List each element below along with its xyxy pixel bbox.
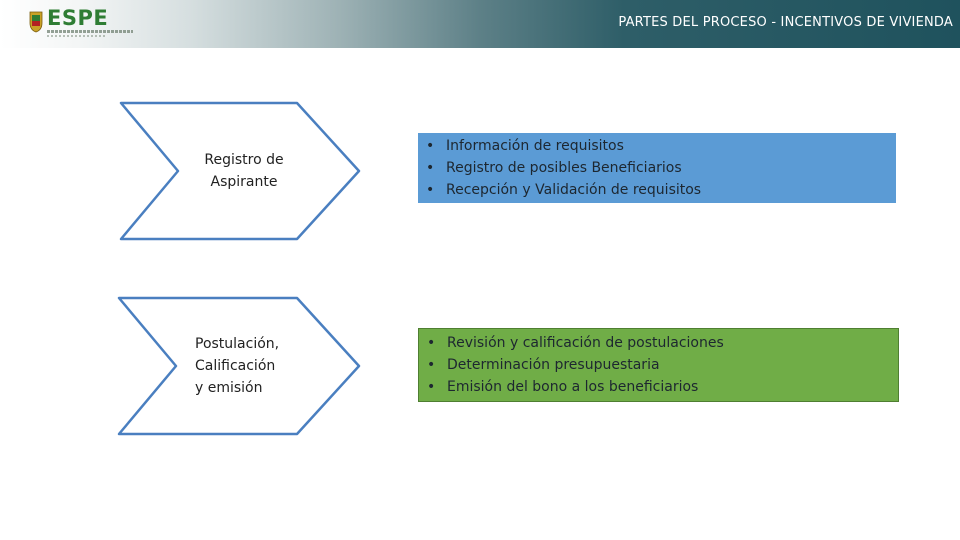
step-label-registro [196, 149, 292, 193]
university-seal-icon [28, 11, 44, 33]
detail-item: • Registro de posibles Beneficiarios [418, 157, 896, 179]
espe-logo [28, 6, 118, 39]
step-label-line: Calificación [195, 358, 276, 374]
logo-tagline-secondary [47, 35, 107, 37]
details-list [418, 135, 896, 201]
header-bar [0, 0, 960, 48]
detail-item: • Determinación presupuestaria [419, 354, 898, 376]
step-label-postulacion [195, 333, 305, 399]
details-box-postulacion [418, 328, 899, 402]
detail-item: • Emisión del bono a los beneficiarios [419, 376, 898, 398]
detail-item: • Información de requisitos [418, 135, 896, 157]
step-label-line: Postulación, [195, 336, 280, 352]
details-list [419, 332, 898, 398]
detail-item: • Revisión y calificación de postulaciones [419, 332, 898, 354]
step-label-line: Aspirante [210, 174, 278, 190]
details-box-registro [418, 133, 896, 203]
step-label-line: y emisión [195, 380, 263, 396]
detail-item: • Recepción y Validación de requisitos [418, 179, 896, 201]
page-title: PARTES DEL PROCESO - INCENTIVOS DE VIVIENDA [618, 15, 953, 30]
logo-wordmark: ESPE [47, 6, 109, 30]
logo-tagline [47, 30, 133, 33]
step-label-line: Registro de [204, 152, 284, 168]
